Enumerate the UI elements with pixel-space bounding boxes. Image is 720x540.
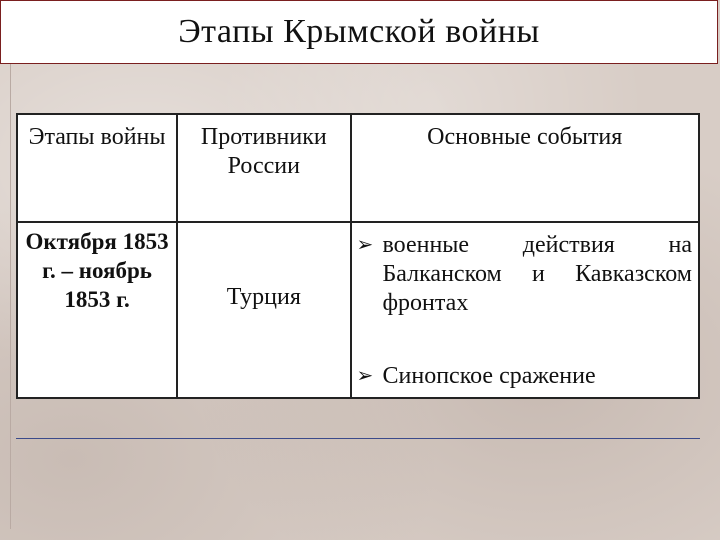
frame-line <box>10 64 11 529</box>
events-list <box>352 223 699 391</box>
table-row <box>17 222 699 398</box>
slide-title: Этапы Крымской войны <box>178 13 540 50</box>
header-cell-events <box>351 114 700 222</box>
arrow-check-icon: ➢ <box>356 234 374 256</box>
period-cell <box>17 222 177 398</box>
list-item <box>357 231 693 318</box>
arrow-check-icon: ➢ <box>356 365 374 387</box>
stages-table <box>16 113 700 399</box>
table-header-row <box>17 114 699 222</box>
events-cell <box>351 222 700 398</box>
header-label-stages: Этапы войны <box>28 124 166 150</box>
header-label-opponents: Противники России <box>200 124 327 179</box>
divider-line <box>16 438 700 439</box>
event-text: Синопское сражение <box>382 363 596 389</box>
event-text: военные действия на Балканском и Кавказском фронтах <box>382 232 692 316</box>
opponents-text: Турция <box>226 283 301 310</box>
header-cell-opponents <box>177 114 350 222</box>
header-cell-stages <box>17 114 177 222</box>
list-item <box>357 362 693 391</box>
period-text: Октября 1853 г. – ноябрь 1853 г. <box>25 229 169 312</box>
opponents-cell <box>177 222 350 398</box>
header-label-events: Основные события <box>427 124 623 150</box>
title-bar <box>0 0 718 64</box>
